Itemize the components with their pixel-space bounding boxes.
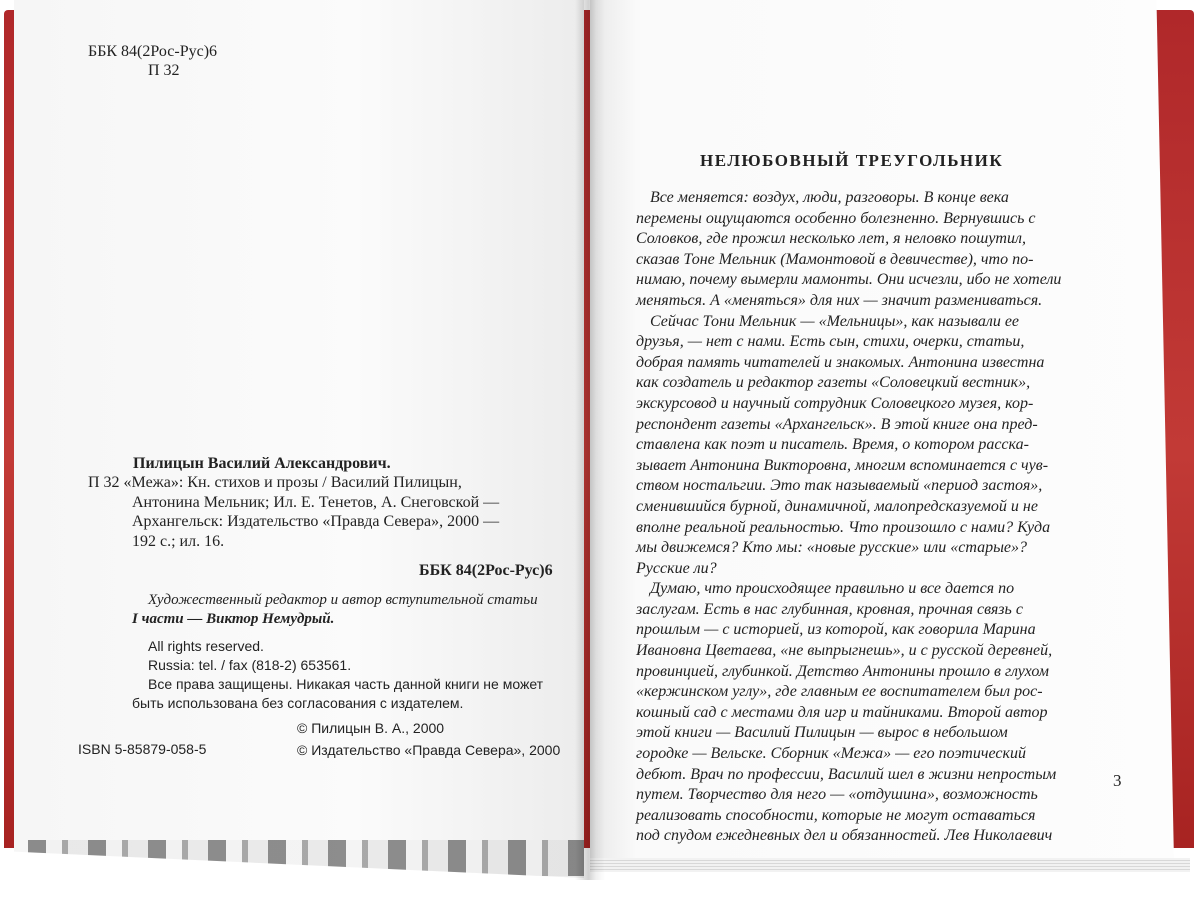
isbn: ISBN 5-85879-058-5 [78,741,207,757]
text-line: перемены ощущаются особенно болезненно. Вернувшись с [636,209,1036,227]
text-line: реализовать способности, которые не могут оставаться [636,806,1036,824]
text-line: дебют. Врач по профессии, Василий шел в жизни непростым [636,765,1057,783]
text-line: Думаю, что происходящее правильно и все дается по [650,580,1015,598]
desc-line-2: Антонина Мельник; Ил. Е. Тенетов, А. Снеговской — [132,494,500,511]
rights-line-3: Все права защищены. Никакая часть данной книги не может [148,676,544,692]
code-top: П 32 [148,62,180,79]
text-line: экскурсовод и научный сотрудник Соловецкого музея, кор- [636,394,1034,412]
text-line: вполне реальной реальностью. Что произошло с нами? Куда [636,518,1051,536]
text-line: заслугам. Есть в нас глубинная, кровная, прочная связь с [636,600,1023,618]
text-line: нимаю, почему вымерли мамонты. Они исчезли, ибо не хотели [636,271,1062,289]
text-line: этой книги — Василий Пилицын — вырос в небольшом [636,724,1008,742]
rights-line-1: All rights reserved. [148,638,264,654]
author-line: Пилицын Василий Александрович. [133,455,391,472]
desc-line-4: 192 с.; ил. 16. [132,533,225,550]
page-number: 3 [1113,771,1122,790]
page-stack-edge [590,858,1190,872]
text-line: респондент газеты «Архангельск». В этой книге она пред- [636,415,1038,433]
text-line: ставлена как поэт и писатель. Время, о котором расска- [636,436,1029,454]
text-line: Сейчас Тони Мельник — «Мельницы», как называли ее [650,312,1020,330]
text-line: Ивановна Цветаева, «не выпрыгнешь», и с русской деревней, [636,642,1053,660]
editor-line-2: I части — Виктор Немудрый. [132,611,335,627]
text-line: прошлым — с историей, из которой, как говорила Марина [636,621,1036,639]
body-text [636,188,1061,847]
text-line: как создатель и редактор газеты «Соловецкий вестник», [636,374,1031,392]
text-line: кошный сад с местами для игр и тайниками. Второй автор [636,703,1048,721]
book-spine-shadow [575,0,605,880]
text-line: добрая память читателей и знакомых. Антонина известна [636,353,1045,371]
copyright-author: © Пилицын В. А., 2000 [297,720,445,736]
text-line: провинцией, глубинкой. Детство Антонины прошло в глухом [636,662,1049,680]
editor-line-1: Художественный редактор и автор вступительной статьи [148,592,538,608]
text-line: друзья, — нет с нами. Есть сын, стихи, очерки, статьи, [636,333,1025,351]
text-line: Русские ли? [636,559,717,577]
copyright-publisher: © Издательство «Правда Севера», 2000 [297,742,561,758]
text-line: под спудом ежедневных дел и обязанностей. Лев Николаевич [636,827,1053,845]
text-line: мы движемся? Кто мы: «новые русские» или «старые»? [636,539,1028,557]
chapter-heading: НЕЛЮБОВНЫЙ ТРЕУГОЛЬНИК [700,151,1004,170]
text-line: Соловков, где прожил несколько лет, я неловко пошутил, [636,230,1026,248]
bbk-bottom: ББК 84(2Рос-Рус)6 [419,562,553,579]
bbk-top: ББК 84(2Рос-Рус)6 [88,43,218,60]
text-line: зывает Антонина Викторовна, многим вспоминается с чув- [636,456,1049,474]
text-line: сменившийся бурной, динамичной, малопредсказуемой и не [636,497,1038,515]
text-line: ством ностальгии. Это так называемый «период застоя», [636,477,1043,495]
desc-line-1: П 32 «Межа»: Кн. стихов и прозы / Василий Пилицын, [88,474,462,491]
text-line: Все меняется: воздух, люди, разговоры. В конце века [650,189,1009,206]
desc-line-3: Архангельск: Издательство «Правда Севера», 2000 — [132,513,500,530]
text-line: городке — Вельске. Сборник «Межа» — его поэтический [636,745,1026,763]
text-line: сказав Тоне Мельник (Мамонтовой в девичестве), что по- [636,250,1034,268]
rights-line-4: быть использована без согласования с издателем. [132,695,464,711]
text-line: путем. Творчество для него — «отдушина», возможность [636,786,1038,804]
text-line: меняться. А «меняться» для них — значит размениваться. [636,291,1043,309]
rights-line-2: Russia: tel. / fax (818-2) 653561. [148,657,352,673]
text-line: «кержинском углу», где главным ее воспитателем был рос- [636,683,1043,701]
